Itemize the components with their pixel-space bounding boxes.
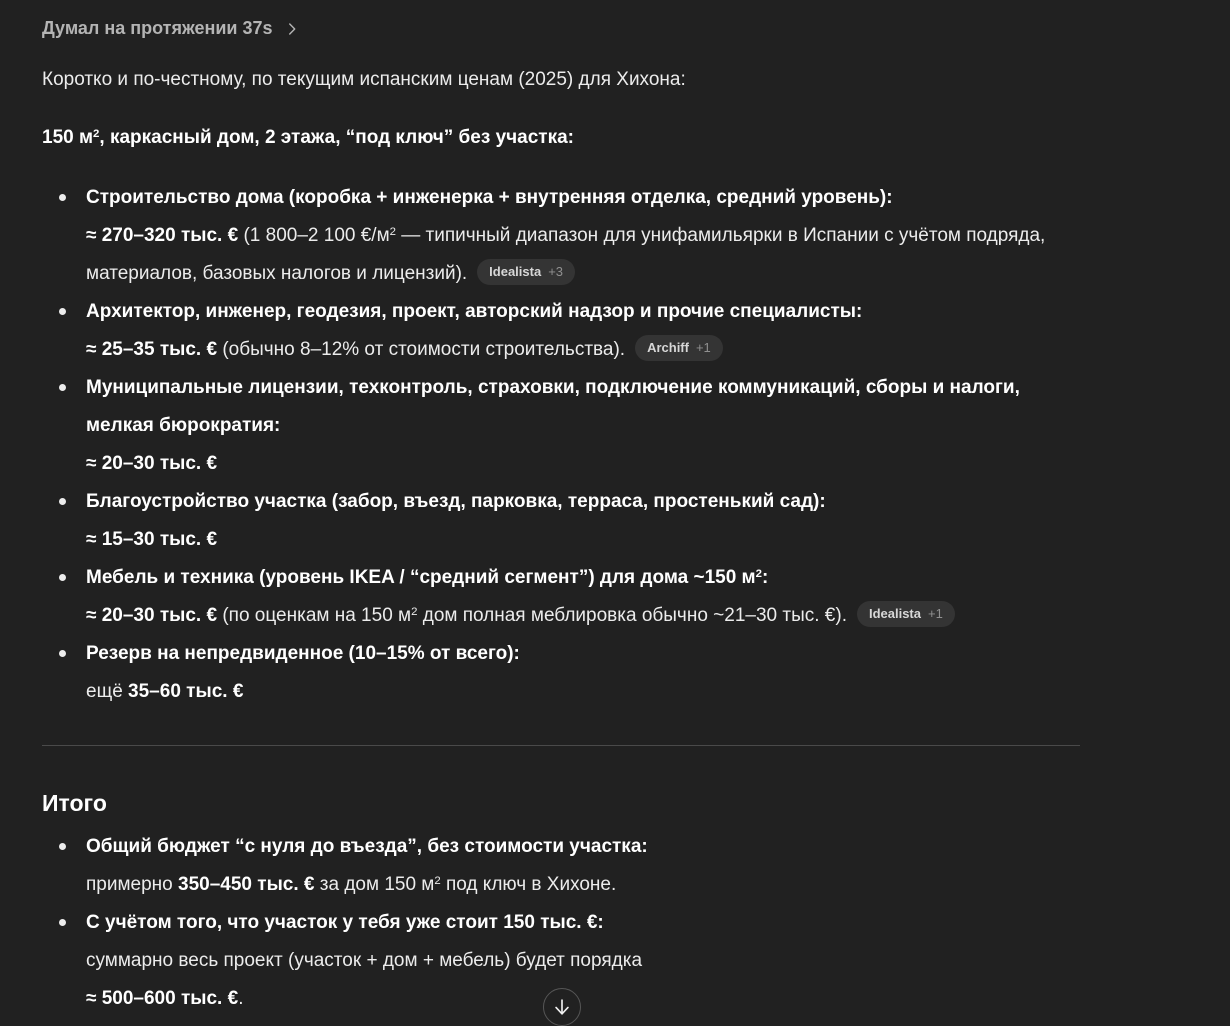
bold-text-segment: ≈ 25–35 тыс. € (86, 339, 218, 360)
text-segment: 2 (411, 605, 418, 618)
text-segment: суммарно весь проект (участок + дом + мебель) будет порядка (86, 950, 643, 971)
bold-text-segment: ≈ 15–30 тыс. € (86, 529, 218, 550)
citation-badge[interactable] (477, 259, 575, 285)
bold-text-segment: Строительство дома (коробка + инженерка + внутренняя отделка, средний уровень): (86, 187, 893, 208)
list-item-line (86, 828, 1080, 866)
bold-text-segment: Общий бюджет “с нуля до въезда”, без стоимости участка: (86, 836, 648, 857)
bold-text-segment: ≈ 500–600 тыс. € (86, 988, 239, 1009)
text-segment: под ключ в Хихоне. (440, 874, 617, 895)
bold-text-segment: ≈ 20–30 тыс. € (86, 453, 218, 474)
bold-text-segment: Архитектор, инженер, геодезия, проект, авторский надзор и прочие специалисты: (86, 301, 863, 322)
bold-text-segment: ≈ 270–320 тыс. € (86, 225, 239, 246)
bold-text-segment: , каркасный дом, 2 этажа, “под ключ” без участка: (99, 127, 575, 148)
citation-source-label: Archiff (647, 340, 689, 355)
text-segment: 2 (389, 225, 396, 238)
thinking-header[interactable] (42, 14, 301, 42)
list-item (42, 559, 1080, 635)
text-segment: Коротко и по-честному, по текущим испанским ценам (2025) для Хихона: (42, 69, 686, 90)
bullet-marker (59, 919, 66, 926)
assistant-message (42, 14, 1080, 1018)
citation-badge[interactable] (635, 335, 723, 361)
subject-line (42, 124, 1080, 152)
list-item-line (86, 942, 1080, 980)
list-item (42, 828, 1080, 904)
list-item-line (86, 331, 1080, 369)
list-item (42, 635, 1080, 711)
list-item-line (86, 217, 1080, 293)
bullet-marker (59, 308, 66, 315)
list-item-line (86, 673, 1080, 711)
bold-text-segment: Резерв на непредвиденное (10–15% от всего): (86, 643, 520, 664)
bullet-marker (59, 384, 66, 391)
bold-text-segment: Благоустройство участка (забор, въезд, парковка, терраса, простенький сад): (86, 491, 826, 512)
list-item-line (86, 293, 1080, 331)
totals-heading: Итого (42, 790, 107, 816)
bullet-marker (59, 498, 66, 505)
arrow-down-icon (551, 996, 573, 1018)
list-item-line (86, 179, 1080, 217)
bullet-marker (59, 843, 66, 850)
bold-text-segment: 2 (755, 567, 762, 580)
bullet-marker (59, 194, 66, 201)
list-item (42, 369, 1080, 483)
citation-badge[interactable] (857, 601, 955, 627)
thinking-duration-label: Думал на протяжении 37s (42, 18, 273, 38)
list-item-line (86, 521, 1080, 559)
citation-extra-count: +1 (695, 340, 711, 355)
bold-text-segment: 150 м (42, 127, 94, 148)
text-segment: за дом 150 м (314, 874, 435, 895)
intro-paragraph (42, 66, 1080, 94)
list-item (42, 293, 1080, 369)
list-item (42, 179, 1080, 293)
list-item-line (86, 445, 1080, 483)
list-item-line (86, 980, 1080, 1018)
list-item-line (86, 559, 1080, 597)
text-segment: — типичный диапазон для унифамильярки в Испании с учётом подряда, материалов, базовых налогов и лицензий). (86, 225, 1046, 284)
list-item-line (86, 904, 1080, 942)
text-segment: (обычно 8–12% от стоимости строительства). (217, 339, 626, 360)
text-segment: примерно (86, 874, 179, 895)
text-segment: . (238, 988, 244, 1009)
section-divider (42, 745, 1080, 746)
text-segment: ещё (86, 681, 129, 702)
list-item-line (86, 866, 1080, 904)
scroll-to-bottom-button[interactable] (543, 988, 581, 1026)
bullet-marker (59, 650, 66, 657)
bold-text-segment: 350–450 тыс. € (178, 874, 315, 895)
bold-text-segment: Муниципальные лицензии, техконтроль, страховки, подключение коммуникаций, сборы и налоги, мелкая бюрократия: (86, 377, 1020, 436)
bold-text-segment: Мебель и техника (уровень IKEA / “средний сегмент”) для дома ~150 м (86, 567, 756, 588)
citation-source-label: Idealista (868, 606, 921, 621)
text-segment: дом полная меблировка обычно ~21–30 тыс. €). (417, 605, 847, 626)
cost-breakdown-list (42, 179, 1080, 711)
list-item-line (86, 635, 1080, 673)
text-segment: (по оценкам на 150 м (217, 605, 412, 626)
bold-text-segment: 35–60 тыс. € (128, 681, 244, 702)
chevron-right-icon (283, 20, 301, 38)
citation-source-label: Idealista (489, 264, 542, 279)
list-item-line (86, 483, 1080, 521)
citation-extra-count: +3 (548, 264, 564, 279)
citation-extra-count: +1 (928, 606, 943, 621)
bold-text-segment: С учётом того, что участок у тебя уже стоит 150 тыс. €: (86, 912, 604, 933)
bullet-marker (59, 574, 66, 581)
bold-text-segment: : (761, 567, 769, 588)
list-item (42, 483, 1080, 559)
list-item-line (86, 597, 1080, 635)
list-item-line (86, 369, 1080, 445)
text-segment: (1 800–2 100 €/м (238, 225, 390, 246)
bold-text-segment: 2 (93, 127, 100, 140)
text-segment: 2 (434, 874, 441, 887)
bold-text-segment: ≈ 20–30 тыс. € (86, 605, 218, 626)
